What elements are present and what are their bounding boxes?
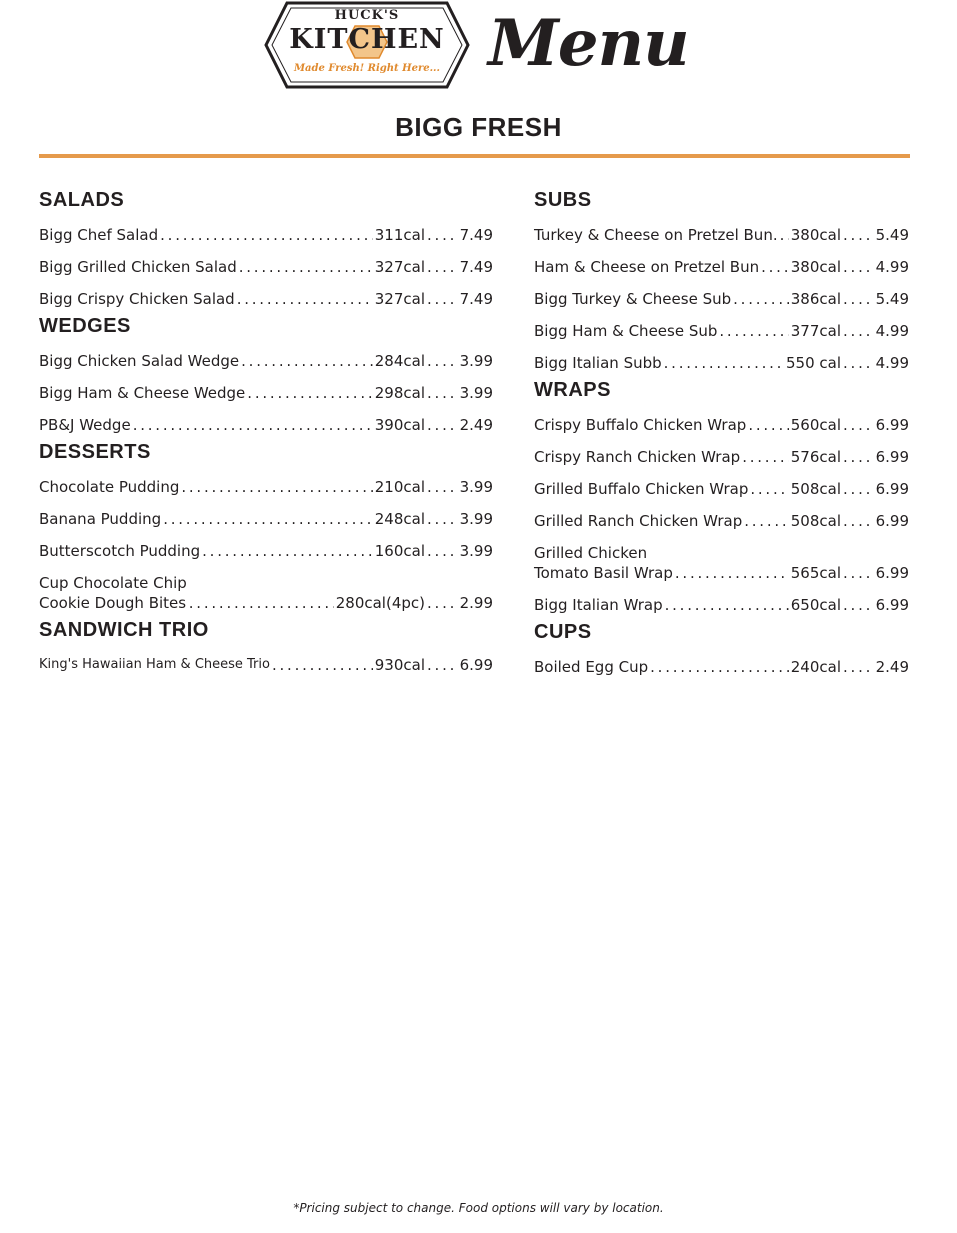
menu-item	[534, 503, 909, 535]
item-name: Crispy Buffalo Chicken Wrap	[534, 416, 747, 434]
item-calories: 327cal	[374, 290, 425, 308]
item-price: 6.99	[875, 564, 909, 582]
item-name-line2: Tomato Basil Wrap	[534, 564, 673, 582]
dot-leader	[272, 655, 373, 675]
menu-item	[534, 313, 909, 345]
dot-leader	[241, 351, 373, 371]
menu-item	[39, 565, 493, 617]
dot-leader	[427, 351, 457, 371]
item-name: Bigg Italian Subb	[534, 354, 662, 372]
dot-leader	[160, 225, 373, 245]
item-price: 3.99	[459, 352, 493, 370]
item-price: 3.99	[459, 384, 493, 402]
pricing-disclaimer: *Pricing subject to change. Food options will vary by location.	[293, 1201, 664, 1215]
item-price: 6.99	[875, 596, 909, 614]
item-calories: 930cal	[374, 656, 425, 674]
menu-item	[534, 649, 909, 681]
dot-leader	[181, 477, 372, 497]
menu-item	[534, 471, 909, 503]
menu-section	[39, 187, 493, 313]
item-price: 2.49	[875, 658, 909, 676]
item-price: 2.49	[459, 416, 493, 434]
item-price: 3.99	[459, 542, 493, 560]
menu-section	[39, 617, 493, 679]
item-calories: 380cal	[790, 226, 841, 244]
menu-script-title: Menu	[488, 6, 689, 81]
dot-leader	[189, 593, 334, 613]
menu-item	[534, 535, 909, 587]
dot-leader	[237, 289, 373, 309]
page-title: BIGG FRESH	[395, 112, 562, 142]
dot-leader	[750, 479, 788, 499]
item-name: Bigg Chef Salad	[39, 226, 159, 244]
item-price: 6.99	[459, 656, 493, 674]
item-name: King's Hawaiian Ham & Cheese Trio	[39, 657, 270, 672]
item-name: Bigg Grilled Chicken Salad	[39, 258, 237, 276]
item-calories: 565cal	[790, 564, 841, 582]
dot-leader	[733, 289, 789, 309]
menu-item	[39, 281, 493, 313]
item-name: Bigg Ham & Cheese Sub	[534, 322, 718, 340]
menu-section	[39, 439, 493, 617]
dot-leader	[427, 415, 457, 435]
dot-leader	[843, 225, 873, 245]
item-calories: 210cal	[374, 478, 425, 496]
menu-item	[534, 439, 909, 471]
item-calories: 160cal	[374, 542, 425, 560]
item-price: 6.99	[875, 512, 909, 530]
item-name: PB&J Wedge	[39, 416, 131, 434]
item-price: 2.99	[459, 594, 493, 612]
item-name: Butterscotch Pudding	[39, 542, 201, 560]
item-name: Grilled Buffalo Chicken Wrap	[534, 480, 749, 498]
menu-item	[39, 343, 493, 375]
item-name	[534, 543, 673, 583]
hucks-kitchen-logo	[263, 0, 471, 90]
section-title: SANDWICH TRIO	[39, 619, 209, 641]
dot-leader	[843, 511, 873, 531]
item-price: 5.49	[875, 290, 909, 308]
menu-item	[39, 501, 493, 533]
item-name: Grilled Ranch Chicken Wrap	[534, 512, 743, 530]
dot-leader	[742, 447, 789, 467]
item-calories: 240cal	[790, 658, 841, 676]
section-title: WRAPS	[534, 379, 611, 401]
dot-leader	[843, 321, 873, 341]
item-price: 3.99	[459, 510, 493, 528]
item-calories: 377cal	[790, 322, 841, 340]
dot-leader	[133, 415, 373, 435]
dot-leader	[761, 257, 789, 277]
item-name: Boiled Egg Cup	[534, 658, 649, 676]
item-name: Bigg Ham & Cheese Wedge	[39, 384, 246, 402]
item-calories: 280cal(4pc)	[335, 594, 425, 612]
item-name: Turkey & Cheese on Pretzel Bun.	[534, 226, 778, 244]
menu-item	[39, 647, 493, 679]
logo-top-text: HUCK'S	[334, 8, 400, 23]
item-name: Bigg Turkey & Cheese Sub	[534, 290, 732, 308]
dot-leader	[427, 509, 457, 529]
item-price: 5.49	[875, 226, 909, 244]
dot-leader	[427, 225, 457, 245]
menu-item	[39, 469, 493, 501]
dot-leader	[427, 477, 457, 497]
item-name: Chocolate Pudding	[39, 478, 180, 496]
dot-leader	[239, 257, 373, 277]
section-title: DESSERTS	[39, 441, 151, 463]
item-calories: 650cal	[790, 596, 841, 614]
dot-leader	[202, 541, 373, 561]
dot-leader	[664, 353, 784, 373]
section-title: SUBS	[534, 189, 592, 211]
logo-main-text: KITCHEN	[289, 24, 445, 55]
menu-item	[534, 217, 909, 249]
dot-leader	[650, 657, 789, 677]
menu-item	[534, 407, 909, 439]
menu-section	[534, 187, 909, 377]
item-calories: 550 cal	[785, 354, 841, 372]
item-price: 4.99	[875, 322, 909, 340]
item-price: 6.99	[875, 416, 909, 434]
dot-leader	[665, 595, 789, 615]
dot-leader	[843, 447, 873, 467]
dot-leader	[744, 511, 789, 531]
item-calories: 386cal	[790, 290, 841, 308]
item-name: Bigg Crispy Chicken Salad	[39, 290, 235, 308]
item-name-line2: Cookie Dough Bites	[39, 594, 187, 612]
dot-leader	[719, 321, 788, 341]
item-name: Bigg Chicken Salad Wedge	[39, 352, 240, 370]
item-name-line1: Grilled Chicken	[534, 544, 648, 562]
menu-section	[534, 377, 909, 619]
section-title: SALADS	[39, 189, 125, 211]
menu-item	[534, 249, 909, 281]
item-price: 7.49	[459, 258, 493, 276]
menu-item	[534, 345, 909, 377]
item-price: 4.99	[875, 258, 909, 276]
title-divider	[39, 154, 910, 158]
menu-section	[39, 313, 493, 439]
item-price: 6.99	[875, 480, 909, 498]
item-price: 4.99	[875, 354, 909, 372]
menu-item	[39, 407, 493, 439]
item-price: 7.49	[459, 290, 493, 308]
dot-leader	[843, 257, 873, 277]
dot-leader	[843, 595, 873, 615]
dot-leader	[780, 225, 789, 245]
item-calories: 390cal	[374, 416, 425, 434]
item-price: 3.99	[459, 478, 493, 496]
dot-leader	[675, 563, 789, 583]
section-title: WEDGES	[39, 315, 131, 337]
item-name: Banana Pudding	[39, 510, 162, 528]
menu-item	[39, 217, 493, 249]
dot-leader	[427, 289, 457, 309]
item-price: 6.99	[875, 448, 909, 466]
item-name: Bigg Italian Wrap	[534, 596, 663, 614]
dot-leader	[843, 353, 873, 373]
menu-item	[534, 281, 909, 313]
item-name: Ham & Cheese on Pretzel Bun	[534, 258, 760, 276]
item-name: Crispy Ranch Chicken Wrap	[534, 448, 741, 466]
section-title: CUPS	[534, 621, 592, 643]
item-calories: 560cal	[790, 416, 841, 434]
dot-leader	[427, 593, 457, 613]
item-price: 7.49	[459, 226, 493, 244]
item-calories: 298cal	[374, 384, 425, 402]
item-calories: 380cal	[790, 258, 841, 276]
dot-leader	[843, 415, 873, 435]
menu-item	[39, 375, 493, 407]
dot-leader	[427, 383, 457, 403]
logo-tagline: Made Fresh! Right Here...	[293, 63, 441, 74]
left-column	[39, 187, 493, 679]
item-calories: 248cal	[374, 510, 425, 528]
item-calories: 284cal	[374, 352, 425, 370]
right-column	[534, 187, 909, 681]
dot-leader	[163, 509, 373, 529]
dot-leader	[748, 415, 788, 435]
menu-item	[39, 533, 493, 565]
dot-leader	[427, 541, 457, 561]
item-calories: 327cal	[374, 258, 425, 276]
menu-item	[39, 249, 493, 281]
dot-leader	[843, 289, 873, 309]
item-name-line1: Cup Chocolate Chip	[39, 574, 187, 592]
menu-item	[534, 587, 909, 619]
dot-leader	[843, 563, 873, 583]
dot-leader	[427, 257, 457, 277]
dot-leader	[247, 383, 372, 403]
dot-leader	[427, 655, 457, 675]
item-calories: 508cal	[790, 480, 841, 498]
item-calories: 311cal	[374, 226, 425, 244]
item-calories: 576cal	[790, 448, 841, 466]
menu-section	[534, 619, 909, 681]
item-name	[39, 573, 187, 613]
dot-leader	[843, 657, 873, 677]
item-calories: 508cal	[790, 512, 841, 530]
header	[0, 0, 957, 100]
dot-leader	[843, 479, 873, 499]
